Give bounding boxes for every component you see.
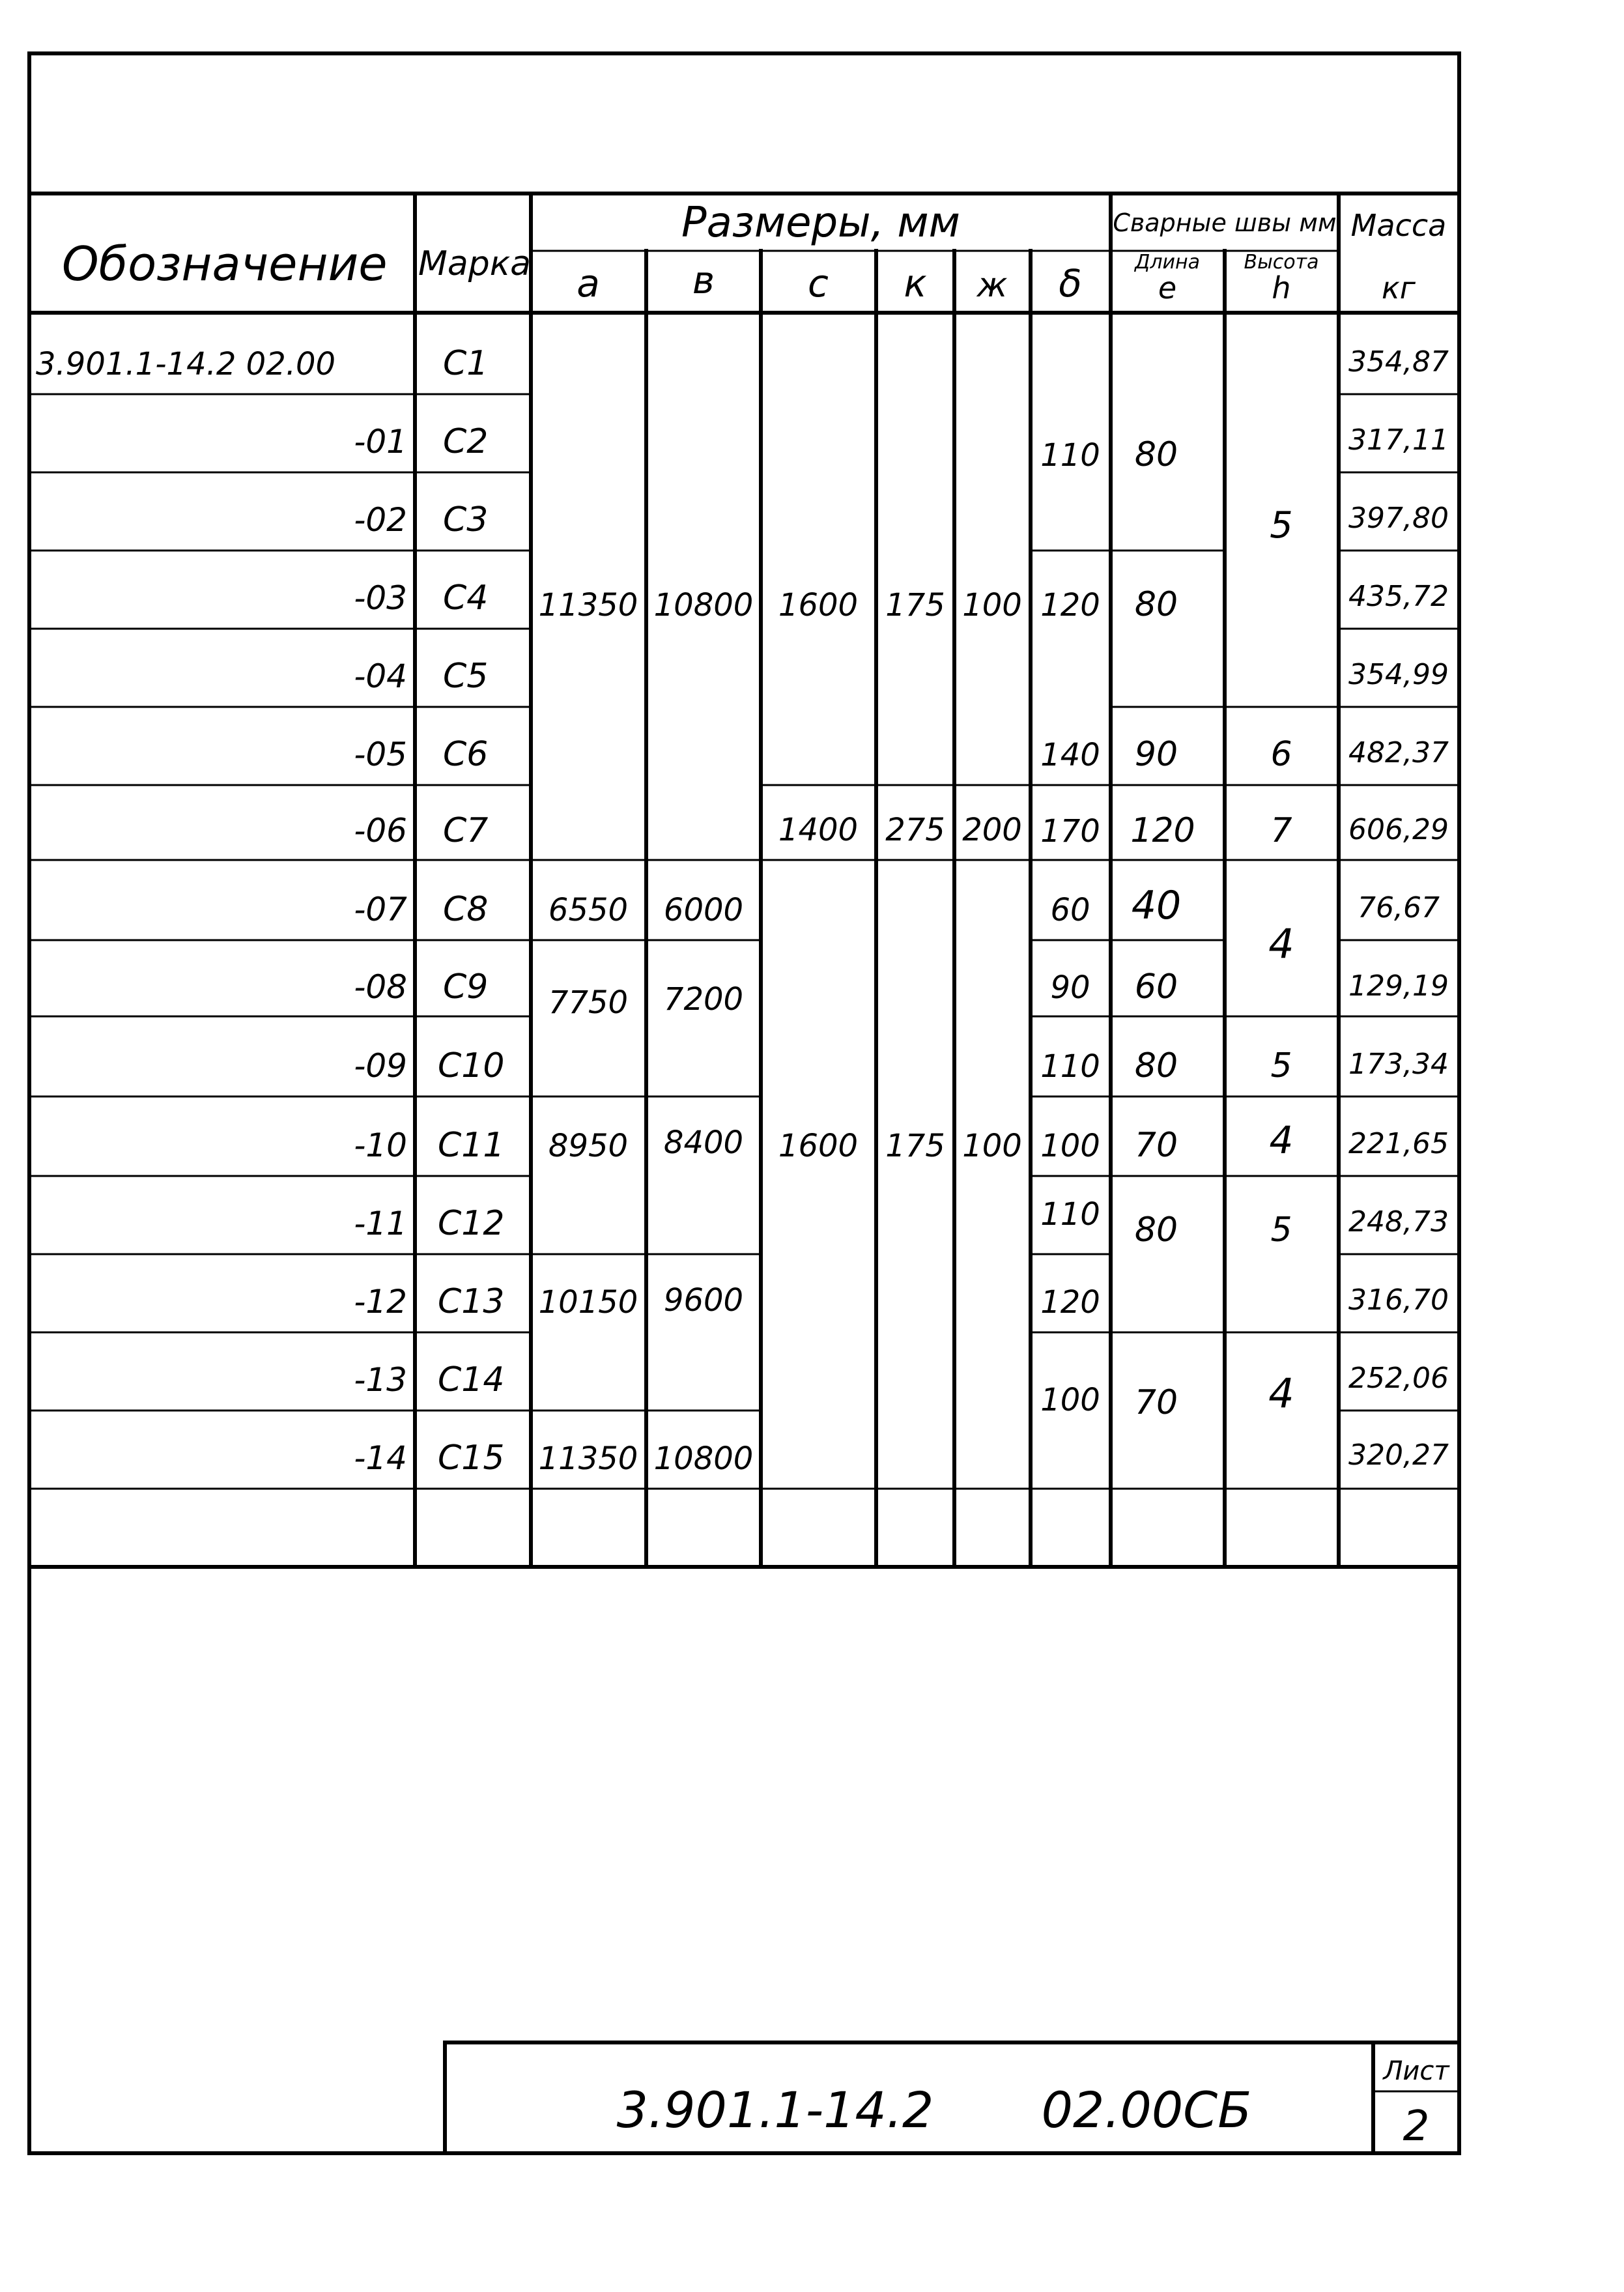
weld-length-cell: 120 [1130,811,1195,850]
header-dim-k: к [904,261,927,306]
designation-cell: -11 [354,1205,407,1242]
dim-delta-cell: 100 [1040,1382,1100,1418]
dim-delta-cell: 110 [1040,1048,1100,1085]
title-block-code: 3.901.1-14.2 [616,2081,934,2139]
table-header [62,199,1446,306]
mass-cell: 252,06 [1348,1362,1449,1395]
mark-cell: С11 [438,1126,505,1165]
mass-cell: 397,80 [1348,502,1449,535]
mass-column [1348,345,1449,1472]
weld-length-cell: 80 [1134,585,1178,624]
header-dims-group: Размеры, мм [681,199,960,247]
mass-cell: 435,72 [1348,580,1449,613]
dim-delta-cell: 170 [1040,813,1100,850]
dim-b-cell: 8400 [663,1125,744,1161]
dim-b-cell: 7200 [663,981,744,1018]
weld-length-cell: 80 [1134,435,1178,474]
designation-cell: -07 [354,891,407,928]
designation-cell: -09 [354,1047,407,1085]
dim-k-cell: 275 [885,812,945,848]
header-weld-height: Высота [1244,251,1319,274]
designation-cell: -01 [354,423,407,461]
mass-cell: 354,87 [1348,345,1449,379]
designation-cell: -02 [354,501,407,539]
mark-cell: С4 [443,579,489,618]
mass-cell: 354,99 [1348,658,1449,691]
dim-b-cell: 10800 [653,587,754,623]
dim-delta-cell: 110 [1040,1196,1100,1233]
mark-cell: С5 [443,657,489,696]
weld-length-cell: 40 [1131,883,1182,928]
dim-b-cell: 10800 [653,1440,754,1477]
title-block [445,2042,1459,2153]
dim-delta-cell: 90 [1050,969,1090,1006]
mass-cell: 248,73 [1348,1205,1449,1239]
designation-column [36,346,407,1477]
mark-cell: С2 [443,422,489,461]
weld-length-cell: 60 [1134,967,1178,1007]
mass-cell: 221,65 [1348,1127,1449,1160]
dim-zh-cell: 100 [962,1128,1022,1164]
weld-height-cell: 7 [1270,811,1292,850]
header-mark: Марка [418,244,532,283]
dim-a-cell: 11350 [538,1440,638,1477]
row-lines [29,394,1459,1489]
dim-a-cell: 8950 [548,1128,629,1164]
mass-cell: 129,19 [1348,969,1449,1003]
table-grid [29,193,1459,1567]
mass-cell: 316,70 [1348,1283,1449,1317]
designation-cell: -06 [354,812,407,850]
header-welds-group: Сварные швы мм [1113,208,1337,237]
merged-cell-lines [531,551,1339,1411]
mass-cell: 317,11 [1348,423,1449,457]
weld-height-cell: 4 [1269,1118,1294,1162]
mark-cell: С3 [443,500,489,539]
mark-cell: С8 [443,890,489,929]
weld-length-cell: 70 [1134,1383,1178,1422]
dim-delta-cell: 60 [1050,892,1090,928]
dimension-values [539,437,1100,1477]
mark-cell: С1 [443,344,489,383]
header-dim-c: с [808,261,829,306]
weld-length-cell: 80 [1134,1210,1178,1250]
header-dim-b: в [692,258,715,302]
header-dim-a: а [577,261,600,306]
dim-delta-cell: 100 [1040,1128,1100,1164]
dim-a-cell: 7750 [548,984,629,1021]
header-mass-unit: кг [1382,270,1416,306]
designation-cell: -10 [354,1126,407,1164]
designation-cell: -08 [354,968,407,1006]
weld-height-cell: 4 [1268,920,1294,967]
dim-a-cell: 6550 [548,892,629,928]
designation-cell: -03 [354,579,407,617]
designation-cell: -12 [354,1283,407,1321]
mark-cell: С10 [438,1046,505,1085]
header-mass: Масса [1350,208,1447,243]
mass-cell: 76,67 [1358,891,1440,924]
weld-height-cell: 6 [1270,735,1292,774]
dim-delta-cell: 120 [1040,1284,1100,1321]
dim-a-cell: 11350 [538,587,638,623]
dim-b-cell: 6000 [663,892,744,928]
header-weld-length: Длина [1134,251,1201,274]
dim-b-cell: 9600 [663,1282,744,1319]
weld-height-cell: 5 [1270,504,1293,547]
dim-delta-cell: 110 [1040,437,1100,474]
dim-zh-cell: 100 [962,587,1022,623]
dim-a-cell: 10150 [538,1284,638,1321]
dim-c-cell: 1400 [778,812,859,848]
mark-cell: С6 [443,735,489,774]
dim-k-cell: 175 [885,1128,945,1164]
dim-c-cell: 1600 [778,587,859,623]
designation-cell: -05 [354,736,407,773]
dim-zh-cell: 200 [962,812,1022,848]
weld-length-cell: 80 [1134,1046,1178,1085]
mass-cell: 606,29 [1348,813,1449,846]
title-block-doc: 02.00СБ [1041,2081,1252,2139]
sheet-label: Лист [1383,2056,1449,2086]
dim-c-cell: 1600 [778,1128,859,1164]
mark-cell: С15 [438,1439,505,1478]
dim-k-cell: 175 [885,587,945,623]
weld-height-cell: 5 [1270,1210,1292,1250]
sheet-number: 2 [1403,2102,1430,2151]
mass-cell: 482,37 [1348,736,1449,769]
mark-cell: С7 [443,811,489,850]
designation-cell: -14 [354,1439,407,1477]
mark-cell: С9 [443,967,489,1007]
designation-cell: 3.901.1-14.2 02.00 [36,346,336,382]
mass-cell: 320,27 [1348,1439,1449,1472]
header-weld-height-sym: h [1272,270,1291,306]
weld-height-cell: 5 [1270,1046,1292,1085]
dim-delta-cell: 120 [1040,587,1100,623]
mark-cell: С13 [438,1282,505,1321]
header-dim-zh: ж [976,266,1008,305]
header-designation: Обозначение [62,236,388,291]
designation-cell: -04 [354,657,407,695]
designation-cell: -13 [354,1361,407,1399]
mark-cell: С14 [438,1360,505,1399]
weld-length-cell: 90 [1134,735,1178,774]
weld-height-cell: 4 [1268,1369,1294,1417]
weld-length-cell: 70 [1134,1126,1178,1165]
mark-cell: С12 [438,1204,505,1243]
dim-delta-cell: 140 [1040,737,1100,773]
header-dim-delta: δ [1059,261,1082,306]
header-weld-length-sym: е [1158,270,1177,306]
mass-cell: 173,34 [1348,1048,1449,1081]
weld-values [1130,435,1294,1422]
mark-column [438,344,504,1478]
